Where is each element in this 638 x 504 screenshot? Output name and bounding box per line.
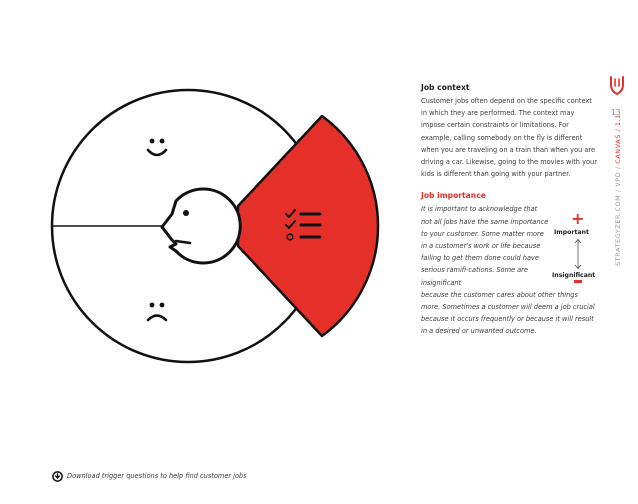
download-icon <box>52 471 63 482</box>
insignificant-label: Insignificant <box>552 272 596 279</box>
importance-scale <box>552 209 604 284</box>
side-margin <box>606 70 630 310</box>
double-arrow-icon <box>574 238 582 270</box>
job-context-title: Job context <box>421 83 470 92</box>
job-importance-body-narrow: It is important to acknowledge that not all jobs have the same importance to your customer. Some matter more in a customer's work or life because failing to get them done could have serious ramifi-cations. Some are insignificant <box>421 205 549 287</box>
plus-icon: + <box>571 209 585 228</box>
footer-download-link[interactable] <box>52 470 247 482</box>
minus-icon <box>574 280 582 283</box>
page-number: 13 <box>611 108 621 117</box>
footer-text: Download trigger questions to help find customer jobs <box>67 472 247 480</box>
important-label: Important <box>554 229 589 236</box>
job-importance-title: Job importance <box>421 191 486 201</box>
side-prefix: STRATEGYZER.COM / VPD / <box>614 163 622 266</box>
job-importance-body-full: because the customer cares about other things more. Sometimes a customer will deem a job crucial because it occurs frequently or because it will result in a desired or unwanted outcome. <box>421 290 595 336</box>
side-section: CANVAS / 1.1 <box>614 114 622 164</box>
side-caption <box>614 114 622 266</box>
strategyzer-logo-icon <box>609 74 625 96</box>
customer-eye <box>183 210 189 216</box>
job-context-body: Customer jobs often depend on the specific context in which they are performed. The context may impose certain constraints or limitations. For example, calling somebody on the fly is different when you are traveling on a train than when you are driving a car. Likewise, going to the movies with your kids is different than going with your partner. <box>421 97 597 179</box>
